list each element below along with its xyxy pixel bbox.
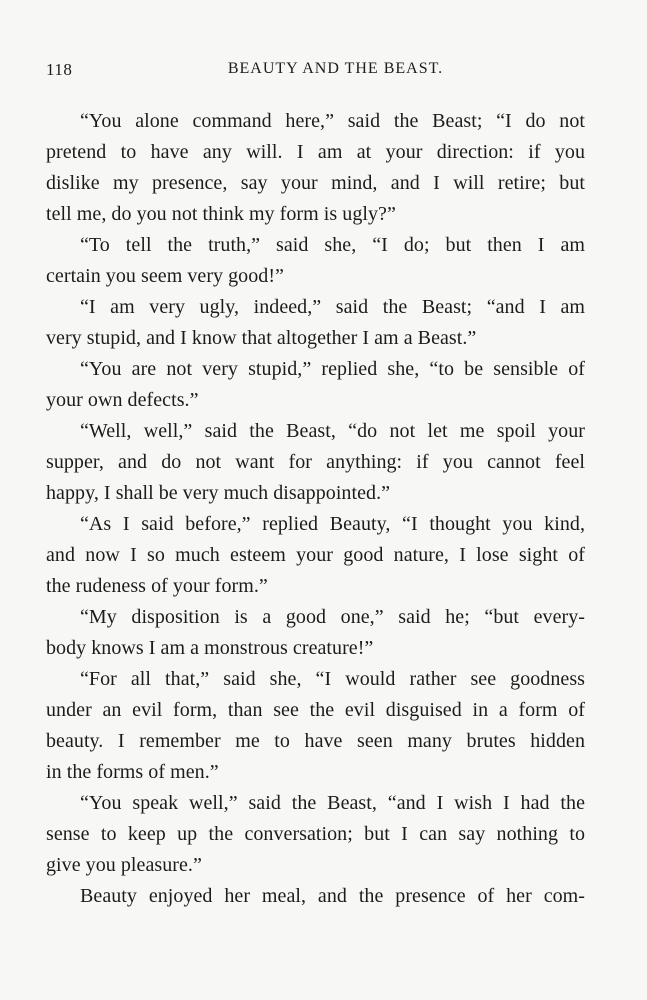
text-line: body knows I am a monstrous creature!” [46, 637, 374, 659]
text-line: “For all that,” said she, “I would rather see goodness [80, 668, 585, 690]
text-line: “You are not very stupid,” replied she, “to be sensible of [80, 358, 585, 380]
text-line: and now I so much esteem your good nature, I lose sight of [46, 544, 585, 566]
text-line: happy, I shall be very much disappointed.” [46, 482, 391, 504]
text-line: your own defects.” [46, 389, 199, 411]
running-title: BEAUTY AND THE BEAST. [227, 60, 444, 77]
text-line: in the forms of men.” [46, 761, 219, 783]
text-line: “You alone command here,” said the Beast; “I do not [80, 110, 585, 132]
text-line: “I am very ugly, indeed,” said the Beast; “and I am [80, 296, 585, 318]
text-line: “To tell the truth,” said she, “I do; but then I am [80, 234, 585, 256]
page-header [46, 60, 585, 84]
text-line: under an evil form, than see the evil disguised in a form of [46, 699, 585, 721]
text-line: “Well, well,” said the Beast, “do not let me spoil your [80, 420, 585, 442]
text-line: Beauty enjoyed her meal, and the presence of her com- [80, 885, 585, 907]
text-line: tell me, do you not think my form is ugly?” [46, 203, 396, 225]
text-line: dislike my presence, say your mind, and I will retire; but [46, 172, 585, 194]
text-line: very stupid, and I know that altogether I am a Beast.” [46, 327, 477, 349]
text-line: give you pleasure.” [46, 854, 202, 876]
text-line: sense to keep up the conversation; but I can say nothing to [46, 823, 585, 845]
text-line: the rudeness of your form.” [46, 575, 268, 597]
text-line: “As I said before,” replied Beauty, “I thought you kind, [80, 513, 585, 535]
text-line: “My disposition is a good one,” said he; “but every- [80, 606, 585, 628]
text-line: supper, and do not want for anything: if you cannot feel [46, 451, 585, 473]
page-number: 118 [46, 60, 73, 79]
text-line: certain you seem very good!” [46, 265, 284, 287]
text-line: beauty. I remember me to have seen many brutes hidden [46, 730, 585, 752]
text-line: “You speak well,” said the Beast, “and I wish I had the [80, 792, 585, 814]
text-line: pretend to have any will. I am at your direction: if you [46, 141, 585, 163]
body-text [46, 106, 585, 912]
